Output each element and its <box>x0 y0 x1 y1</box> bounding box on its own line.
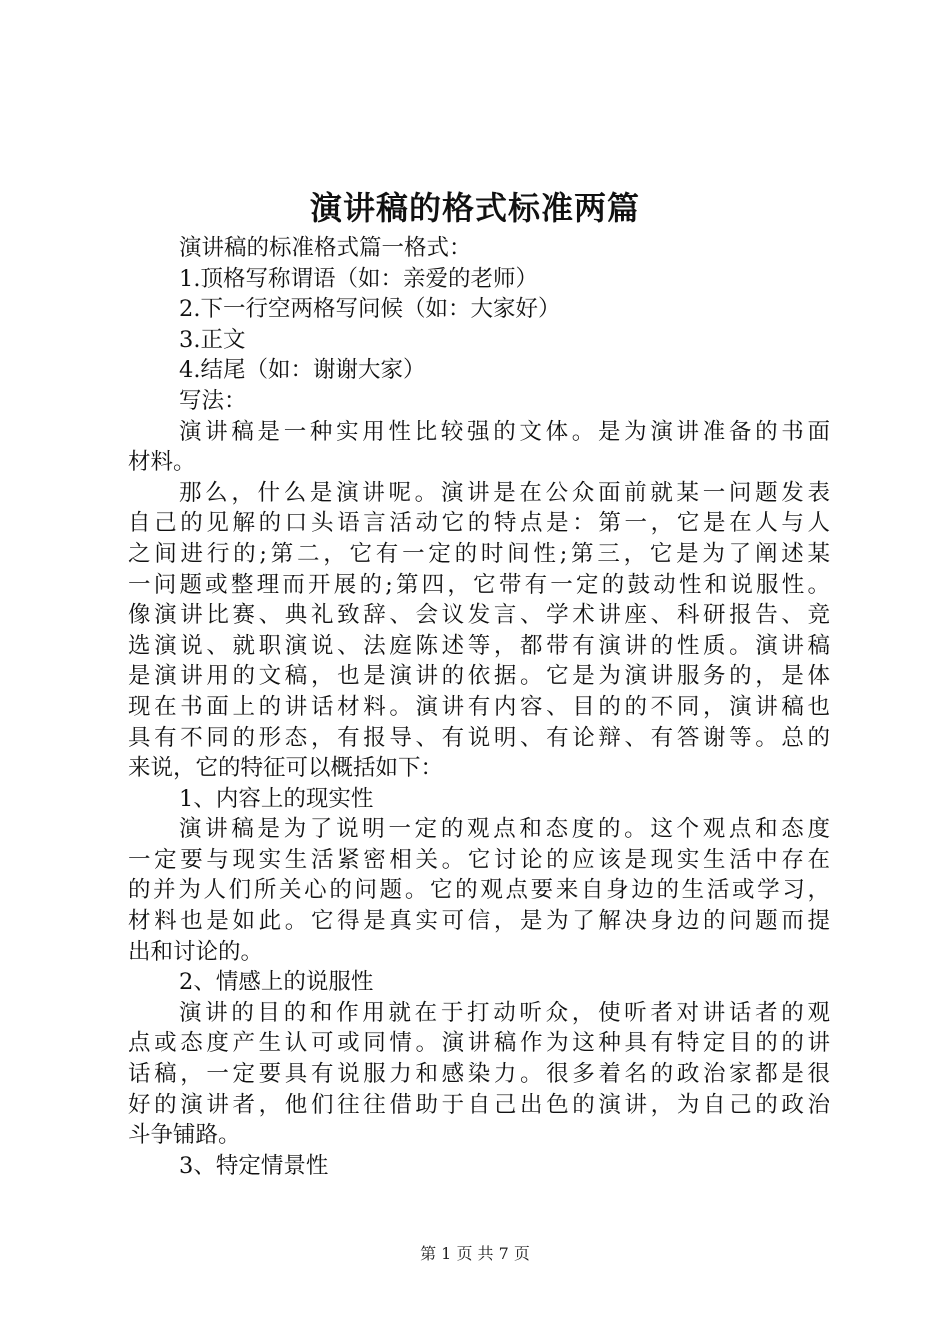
text-line: 选演说、就职演说、法庭陈述等，都带有演讲的性质。演讲稿 <box>128 632 830 659</box>
text-line: 那么，什么是演讲呢。演讲是在公众面前就某一问题发表 <box>179 479 830 506</box>
text-line: 材料。 <box>128 449 196 476</box>
text-line: 出和讨论的。 <box>128 938 264 965</box>
section-heading: 2、情感上的说服性 <box>179 969 374 996</box>
text-line: 2.下一行空两格写问候（如：大家好） <box>179 296 561 323</box>
text-line: 点或态度产生认可或同情。演讲稿作为这种具有特定目的的讲 <box>128 1030 830 1057</box>
text-line: 自己的见解的口头语言活动它的特点是：第一，它是在人与人 <box>128 510 830 537</box>
section-heading: 3、特定情景性 <box>179 1152 329 1179</box>
text-line: 现在书面上的讲话材料。演讲有内容、目的的不同，演讲稿也 <box>128 693 830 720</box>
text-line: 具有不同的形态，有报导、有说明、有论辩、有答谢等。总的 <box>128 724 830 751</box>
text-line: 一定要与现实生活紧密相关。它讨论的应该是现实生活中存在 <box>128 846 830 873</box>
text-line: 话稿，一定要具有说服力和感染力。很多着名的政治家都是很 <box>128 1061 830 1088</box>
text-line: 的并为人们所关心的问题。它的观点要来自身边的生活或学习， <box>128 877 830 904</box>
document-title: 演讲稿的格式标准两篇 <box>309 189 640 227</box>
section-heading: 1、内容上的现实性 <box>179 785 374 812</box>
text-line: 之间进行的;第二，它有一定的时间性;第三，它是为了阐述某 <box>128 540 830 567</box>
text-line: 一问题或整理而开展的;第四，它带有一定的鼓动性和说服性。 <box>128 571 830 598</box>
text-line: 1.顶格写称谓语（如：亲爱的老师） <box>179 265 538 292</box>
text-line: 4.结尾（如：谢谢大家） <box>179 357 426 384</box>
text-line: 好的演讲者，他们往往借助于自己出色的演讲，为自己的政治 <box>128 1091 830 1118</box>
text-line: 演讲的目的和作用就在于打动听众，使听者对讲话者的观 <box>179 999 830 1026</box>
page-number-footer: 第 1 页 共 7 页 <box>420 1244 530 1263</box>
text-line: 演讲稿是一种实用性比较强的文体。是为演讲准备的书面 <box>179 418 830 445</box>
text-line: 演讲稿是为了说明一定的观点和态度的。这个观点和态度 <box>179 816 830 843</box>
document-body <box>128 233 830 1181</box>
text-line: 是演讲用的文稿，也是演讲的依据。它是为演讲服务的，是体 <box>128 663 830 690</box>
text-line: 材料也是如此。它得是真实可信，是为了解决身边的问题而提 <box>128 908 830 935</box>
text-line: 3.正文 <box>179 326 246 353</box>
text-line: 写法： <box>179 387 247 414</box>
text-line: 像演讲比赛、典礼致辞、会议发言、学术讲座、科研报告、竞 <box>128 602 830 629</box>
text-line: 来说，它的特征可以概括如下： <box>128 755 444 782</box>
text-line: 斗争铺路。 <box>128 1122 241 1149</box>
text-line: 演讲稿的标准格式篇一格式： <box>179 235 472 261</box>
